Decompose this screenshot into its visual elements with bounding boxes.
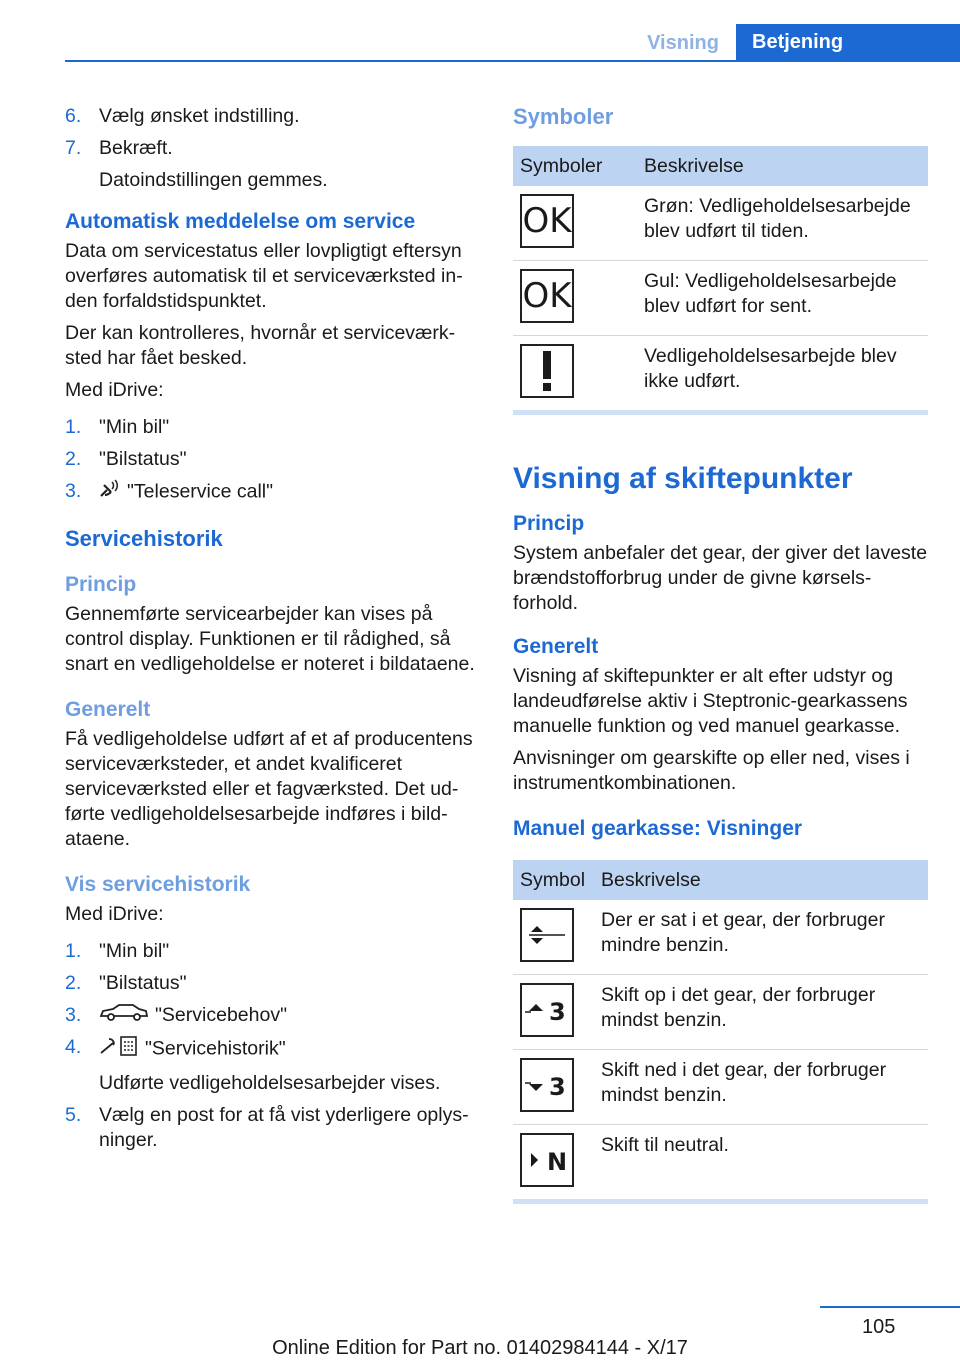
paragraph: Få vedligeholdelse udført af et af producentens serviceværksteder, et andet kvalificeret serviceværksted eller et fagværksted. Det udførte vedligeholdelsesarbejde indføres i bildataene. [65, 728, 473, 850]
svg-text:3: 3 [549, 998, 566, 1025]
paragraph: Anvisninger om gearskifte op eller ned, vises i instrumentkombinationen. [513, 747, 910, 794]
paragraph: Der kan kontrolleres, hvornår et serviceværksted har fået besked. [65, 322, 456, 369]
left-column [65, 104, 477, 1161]
footer-edition: Online Edition for Part no. 01402984144 - X/17 [272, 1337, 688, 1359]
column-header: Beskrivelse [637, 146, 928, 186]
column-header: Symbol [513, 860, 594, 900]
car-icon [99, 1003, 149, 1028]
list-item: 5. Vælg en post for at få vist yderligere oplysninger. [65, 1104, 469, 1152]
list-item: 2. "Bilstatus" [65, 972, 187, 994]
shift-neutral-icon [520, 1133, 574, 1187]
shift-up-icon [520, 983, 574, 1037]
heading-servicehistorik: Servicehistorik [65, 526, 223, 551]
tab-betjening[interactable]: Betjening [736, 24, 960, 61]
list-item: 3. "Servicebehov" [65, 1003, 477, 1028]
heading-auto-service: Automatisk meddelelse om service [65, 210, 416, 233]
paragraph: Visning af skiftepunkter er alt efter udstyr og landeudførelse aktiv i Steptronic-gearkassens manuelle funktion og ved manuel gearkasse. [513, 665, 908, 737]
table-row: OK Gul: Vedligeholdelsesarbejde blev udført for sent. [513, 261, 928, 336]
ok-green-icon: OK [520, 194, 574, 248]
paragraph: Med iDrive: [65, 903, 164, 925]
gear-table [513, 860, 928, 1199]
steps-servicehistorik [65, 939, 477, 1153]
paragraph: Data om servicestatus eller lovpligtigt eftersyn overføres automatisk til et serviceværksted inden forfaldstidspunktet. [65, 240, 463, 312]
shift-down-icon [520, 1058, 574, 1112]
service-history-icon [99, 1035, 139, 1064]
ok-yellow-icon: OK [520, 269, 574, 323]
right-column [513, 104, 928, 1204]
footer-rule [820, 1306, 960, 1308]
table-row: N Skift til neutral. [513, 1125, 928, 1200]
column-header: Symboler [513, 146, 637, 186]
table-row: OK Grøn: Vedligeholdelsesarbejde blev udført til tiden. [513, 186, 928, 261]
table-row: Vedligeholdelsesarbejde blev ikke udført. [513, 336, 928, 411]
steps-date [65, 104, 477, 193]
heading-vis-servicehistorik: Vis servicehistorik [65, 873, 251, 896]
table-row: 3 Skift op i det gear, der forbruger mindst benzin. [513, 975, 928, 1050]
paragraph: Gennemførte servicearbejder kan vises på control display. Funktionen er til rådighed, så snart en vedligeholdelse er noteret i bildataene. [65, 603, 475, 675]
list-item: 2. "Bilstatus" [65, 448, 187, 470]
heading-generelt: Generelt [65, 698, 151, 721]
heading-skiftepunkter: Visning af skiftepunkter [513, 462, 853, 495]
column-header: Beskrivelse [594, 860, 928, 900]
heading-generelt: Generelt [513, 635, 599, 658]
steps-teleservice [65, 415, 477, 506]
heading-princip: Princip [65, 573, 137, 596]
paragraph: Med iDrive: [65, 379, 164, 401]
page-number: 105 [862, 1316, 896, 1338]
table-end-rule [513, 1199, 928, 1204]
table-row: 3 Skift ned i det gear, der forbruger mindst benzin. [513, 1050, 928, 1125]
list-item: 1. "Min bil" [65, 940, 170, 962]
table-row: Der er sat i et gear, der forbruger mindre benzin. [513, 900, 928, 975]
list-item: 6. Vælg ønsket indstilling. [65, 105, 300, 127]
tab-visning[interactable]: Visning [647, 31, 719, 54]
list-item: 4. "Servicehistorik" Udførte vedligeholdelsesarbejder vises. [65, 1036, 441, 1095]
list-item: 7. Bekræft. Datoindstillingen gemmes. [65, 137, 328, 191]
table-end-rule [513, 410, 928, 415]
list-item: 3. "Teleservice call" [65, 479, 477, 506]
list-item: 1. "Min bil" [65, 416, 170, 438]
paragraph: System anbefaler det gear, der giver det laveste brændstofforbrug under de givne kørselsforhold. [513, 542, 928, 614]
svg-text:3: 3 [549, 1073, 566, 1100]
gear-optimal-icon [520, 908, 574, 962]
heading-manuel-gearkasse: Manuel gearkasse: Visninger [513, 817, 803, 840]
exclamation-icon [520, 344, 574, 398]
svg-text:N: N [547, 1148, 568, 1175]
heading-symboler: Symboler [513, 104, 614, 129]
heading-princip: Princip [513, 512, 585, 535]
table-header-row [513, 146, 928, 186]
symbols-table [513, 146, 928, 410]
header-rule [65, 60, 960, 62]
table-header-row [513, 860, 928, 900]
teleservice-icon [99, 479, 121, 506]
